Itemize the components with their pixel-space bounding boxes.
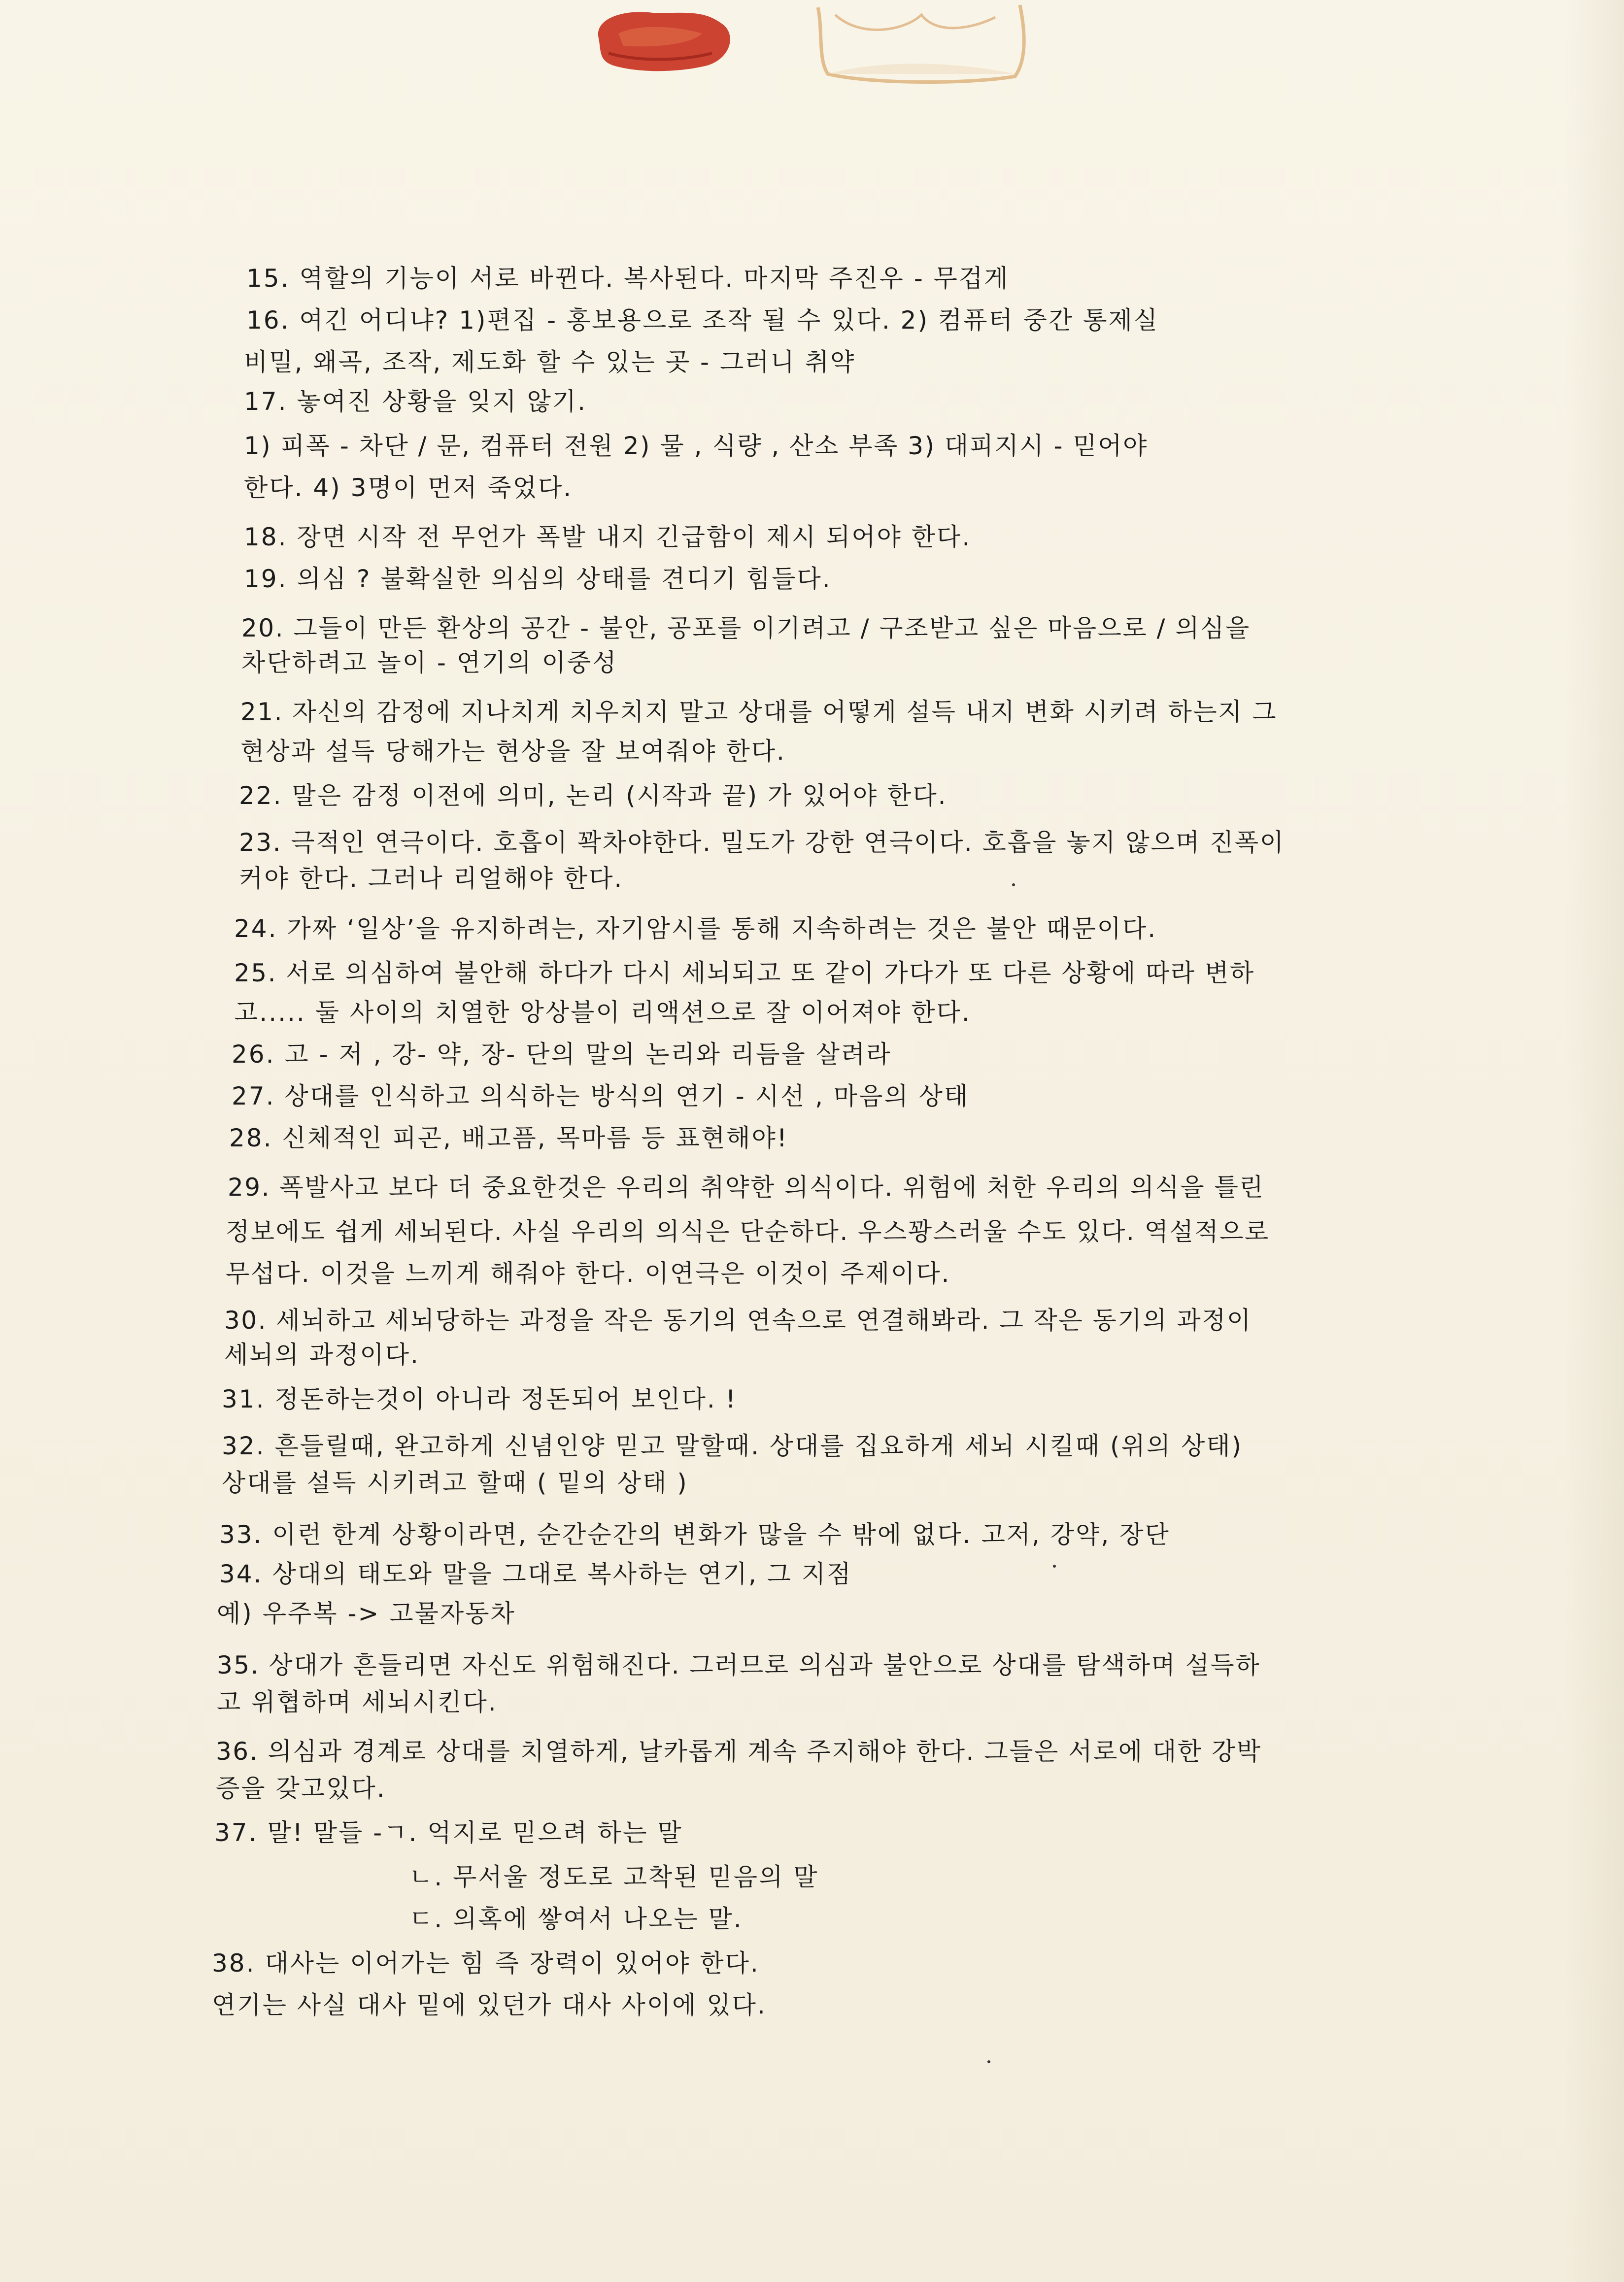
text-line-19: 26. 고 - 저 , 강- 약, 장- 단의 말의 논리와 리듬을 살려라 <box>232 1040 892 1069</box>
text-line-7: 18. 장면 시작 전 무언가 폭발 내지 긴급함이 제시 되어야 한다. <box>244 523 972 551</box>
text-line-35: 36. 의심과 경계로 상대를 치열하게, 날카롭게 계속 주지해야 한다. 그들은 서로에 대한 강박 <box>216 1737 1262 1766</box>
text-line-37: 37. 말! 말들 -ㄱ. 억지로 믿으려 하는 말 <box>214 1818 683 1847</box>
text-line-24: 무섭다. 이것을 느끼게 해줘야 한다. 이연극은 이것이 주제이다. <box>226 1259 951 1288</box>
red-tape-stain <box>579 4 746 78</box>
text-line-33: 35. 상대가 흔들리면 자신도 위험해진다. 그러므로 의심과 불안으로 상대를 탐색하며 설득하 <box>217 1651 1261 1679</box>
speck-2 <box>1053 1565 1056 1568</box>
tape-residue-stain <box>808 0 1035 86</box>
text-line-27: 31. 정돈하는것이 아니라 정돈되어 보인다. ! <box>222 1385 737 1413</box>
text-line-22: 29. 폭발사고 보다 더 중요한것은 우리의 취약한 의식이다. 위험에 처한 우리의 의식을 틀린 <box>228 1173 1265 1202</box>
text-line-41: 연기는 사실 대사 밑에 있던가 대사 사이에 있다. <box>212 1991 767 2019</box>
text-line-12: 현상과 설득 당해가는 현상을 잘 보여줘야 한다. <box>240 737 786 766</box>
text-line-4: 17. 놓여진 상황을 잊지 않기. <box>244 387 587 416</box>
text-line-29: 상대를 설득 시키려고 할때 ( 밑의 상태 ) <box>222 1469 688 1497</box>
text-line-28: 32. 흔들릴때, 완고하게 신념인양 믿고 말할때. 상대를 집요하게 세뇌 시킬때 (위의 상태) <box>222 1432 1243 1460</box>
text-line-40: 38. 대사는 이어가는 힘 즉 장력이 있어야 한다. <box>212 1949 760 1978</box>
text-line-13: 22. 말은 감정 이전에 의미, 논리 (시작과 끝) 가 있어야 한다. <box>239 781 947 810</box>
text-line-10: 차단하려고 놀이 - 연기의 이중성 <box>241 648 618 677</box>
text-line-5: 1) 피폭 - 차단 / 문, 컴퓨터 전원 2) 물 , 식량 , 산소 부족 3) 대피지시 - 믿어야 <box>244 432 1148 460</box>
text-line-2: 16. 여긴 어디냐? 1)편집 - 홍보용으로 조작 될 수 있다. 2) 컴퓨터 중간 통제실 <box>246 306 1159 335</box>
text-line-25: 30. 세뇌하고 세뇌당하는 과정을 작은 동기의 연속으로 연결해봐라. 그 작은 동기의 과정이 <box>224 1306 1252 1335</box>
text-line-16: 24. 가짜 ‘일상’을 유지하려는, 자기암시를 통해 지속하려는 것은 불안 때문이다. <box>234 914 1157 943</box>
text-line-6: 한다. 4) 3명이 먼저 죽었다. <box>244 473 573 502</box>
text-line-34: 고 위협하며 세뇌시킨다. <box>217 1688 498 1716</box>
speck-1 <box>1012 883 1015 886</box>
text-line-1: 15. 역할의 기능이 서로 바뀐다. 복사된다. 마지막 주진우 - 무겁게 <box>246 264 1010 293</box>
text-line-26: 세뇌의 과정이다. <box>224 1341 420 1369</box>
text-line-21: 28. 신체적인 피곤, 배고픔, 목마름 등 표현해야! <box>229 1124 788 1152</box>
text-line-31: 34. 상대의 태도와 말을 그대로 복사하는 연기, 그 지점 <box>219 1560 852 1588</box>
text-line-36: 증을 갖고있다. <box>216 1774 386 1803</box>
text-line-39: ㄷ. 의혹에 쌓여서 나오는 말. <box>409 1905 743 1933</box>
text-line-17: 25. 서로 의심하여 불안해 하다가 다시 세뇌되고 또 같이 가다가 또 다른 상황에 따라 변하 <box>234 959 1255 987</box>
text-line-14: 23. 극적인 연극이다. 호흡이 꽉차야한다. 밀도가 강한 연극이다. 호흡을 놓지 않으며 진폭이 <box>239 828 1285 857</box>
text-line-30: 33. 이런 한계 상황이라면, 순간순간의 변화가 많을 수 밖에 없다. 고저, 강약, 장단 <box>219 1520 1170 1549</box>
text-line-15: 커야 한다. 그러나 리얼해야 한다. <box>239 864 624 893</box>
text-line-20: 27. 상대를 인식하고 의식하는 방식의 연기 - 시선 , 마음의 상태 <box>232 1082 970 1110</box>
text-line-18: 고..... 둘 사이의 치열한 앙상블이 리액션으로 잘 이어져야 한다. <box>234 998 971 1027</box>
text-line-11: 21. 자신의 감정에 지나치게 치우치지 말고 상대를 어떻게 설득 내지 변화 시키려 하는지 그 <box>240 698 1278 726</box>
text-line-9: 20. 그들이 만든 환상의 공간 - 불안, 공포를 이기려고 / 구조받고 싶은 마음으로 / 의심을 <box>241 614 1251 642</box>
text-line-3: 비밀, 왜곡, 조작, 제도화 할 수 있는 곳 - 그러니 취약 <box>244 348 856 376</box>
page-edge-shadow <box>1565 0 1624 2282</box>
text-line-38: ㄴ. 무서울 정도로 고착된 믿음의 말 <box>409 1863 819 1891</box>
speck-3 <box>987 2060 990 2063</box>
text-line-32: 예) 우주복 -> 고물자동차 <box>217 1599 516 1628</box>
text-line-23: 정보에도 쉽게 세뇌된다. 사실 우리의 의식은 단순하다. 우스꽝스러울 수도 있다. 역설적으로 <box>226 1217 1270 1246</box>
text-line-8: 19. 의심 ? 불확실한 의심의 상태를 견디기 힘들다. <box>244 565 832 593</box>
